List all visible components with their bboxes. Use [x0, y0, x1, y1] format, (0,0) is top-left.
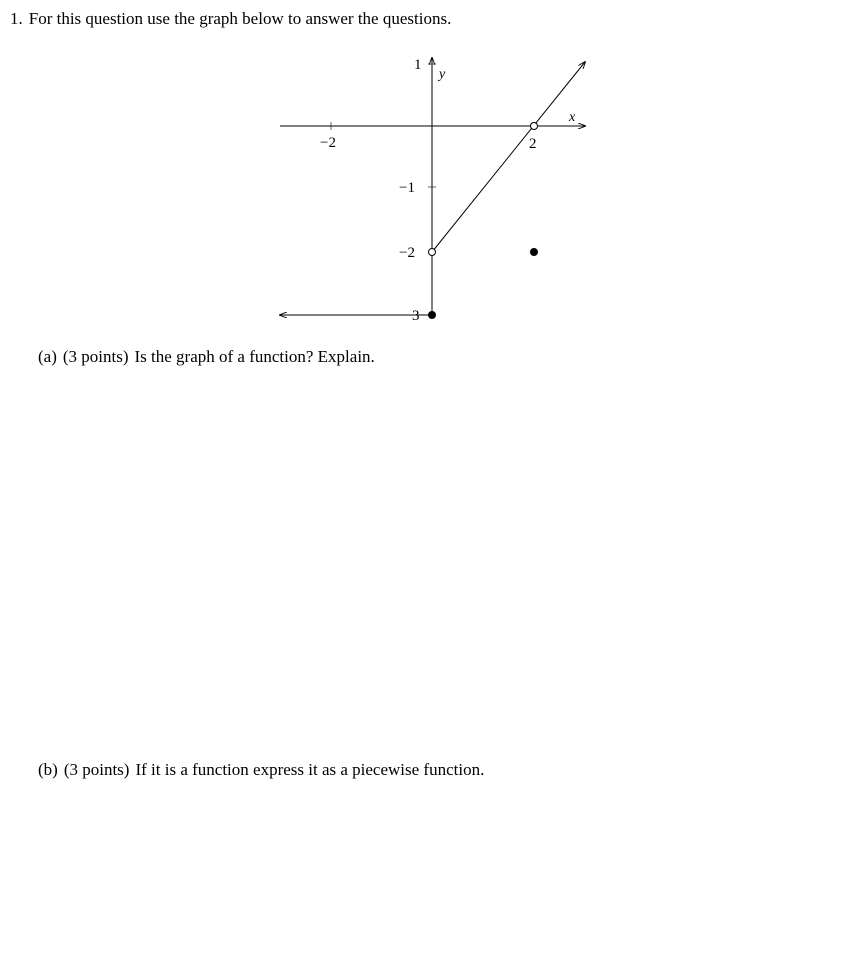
part-b-text: If it is a function express it as a piecewise function.: [135, 760, 485, 779]
y-tick-label-neg2: −2: [399, 245, 415, 261]
y-tick-label-neg1: −1: [399, 180, 415, 196]
question-text: For this question use the graph below to answer the questions.: [28, 9, 452, 28]
closed-point-2-neg2: [530, 248, 538, 256]
function-graph: [0, 0, 844, 340]
x-tick-label-2: 2: [529, 136, 537, 152]
closed-point-0-neg3: [428, 311, 436, 319]
diagonal-line: [432, 62, 585, 252]
part-a-text: Is the graph of a function? Explain.: [134, 347, 375, 366]
part-a-label: (a): [38, 347, 57, 366]
open-point-0-neg2: [429, 249, 436, 256]
y-tick-label-neg3: 3: [412, 308, 420, 324]
question-number: 1.: [10, 9, 23, 28]
part-a-points: (3 points): [62, 347, 129, 366]
y-axis-label: y: [439, 67, 446, 82]
x-tick-label-neg2: −2: [320, 135, 336, 151]
y-tick-label-1: 1: [414, 57, 422, 73]
part-b-points: (3 points): [63, 760, 130, 779]
part-b-label: (b): [38, 760, 58, 779]
open-point-2-0: [531, 123, 538, 130]
x-axis-label: x: [569, 110, 576, 125]
part-a: [38, 347, 381, 367]
part-b: [38, 760, 490, 780]
